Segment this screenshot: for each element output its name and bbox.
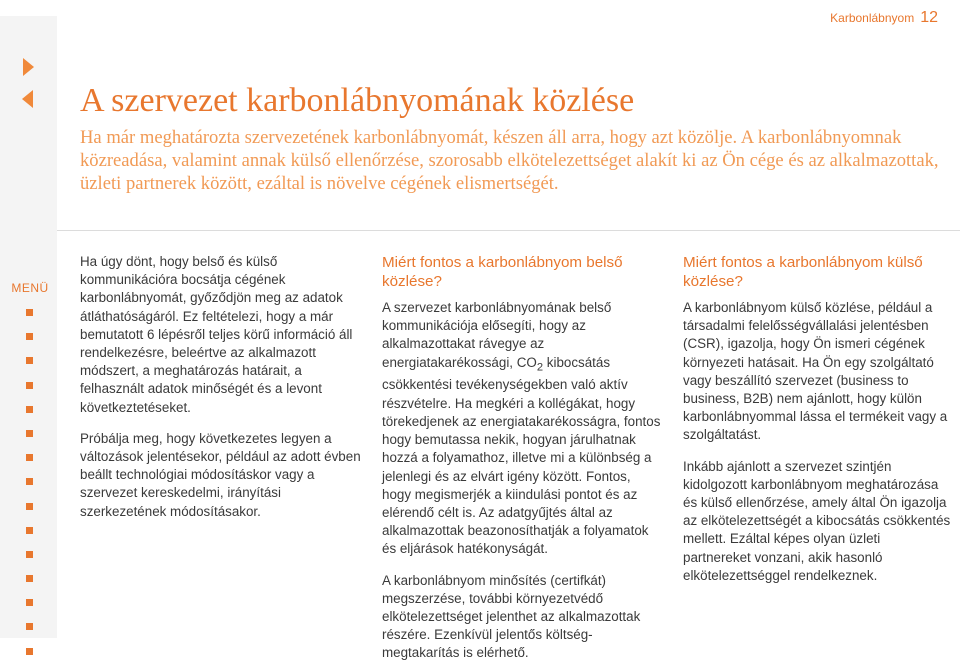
paragraph-certification: A karbonlábnyom minősítés (certifkát) megszerzése, további környezetvédő elkötelezettséget jelenthet az alkalmazottak részére. Ezenkívül jelentős költség-megtakarítás is elérhető.: [382, 572, 641, 661]
menu-button[interactable]: MENÜ: [11, 281, 49, 295]
paragraph-transparency: Ha úgy dönt, hogy belső és külső kommunikációra bocsátja cégének karbonlábnyomát, győződjön meg az adatok átláthatóságáról. Ez feltételezi, hogy a már bemutatott 6 lépésről teljes körű információ áll rendelkezésre, beleértve az alkalmazott módszert, a meghatározás határait, a felhasznált adatok minőségét és a levont következtetéseket.: [80, 254, 353, 415]
menu-item-bullet-icon[interactable]: [26, 382, 33, 389]
paragraph-organisation-level: Inkább ajánlott a szervezet szintjén kidolgozott karbonlábnyom meghatározása és külső ellenőrzése, amely által Ön igazolja az elkötelezettségét a kibocsátás csökkentés mellett. Ezáltal képes olyan üzleti partnereket vonzani, akik hasonló elkötelezettséggel rendelkeznek.: [683, 458, 951, 583]
paragraph-external-communication: A karbonlábnyom külső közlése, például a társadalmi felelősségvállalási jelentésben (CSR), igazolja, hogy Ön ismeri cégének környezeti hatásait. Ha Ön egy szolgáltató vagy beszállító szervezet (business to business, B2B) nem ajánlott, hogy külön karbonlábnyommal lássa el termékeit vagy a szolgáltatást.: [683, 300, 948, 443]
section-divider: [57, 230, 960, 231]
menu-item-bullet-icon[interactable]: [26, 357, 33, 364]
page-number: 12: [920, 9, 938, 26]
menu-item-bullet-icon[interactable]: [26, 648, 33, 655]
menu-item-bullet-icon[interactable]: [26, 623, 33, 630]
paragraph-internal-communication: [382, 299, 662, 559]
section-name: Karbonlábnyom: [830, 11, 915, 25]
menu-item-bullet-icon[interactable]: [26, 478, 33, 485]
column-middle: [382, 253, 662, 663]
paragraph-consistency: Próbálja meg, hogy következetes legyen a változások jelentésekor, például az adott évben beállt technológiai módosításkor vagy a szervezet kereskedelmi, irányítási szerkezetének módosításakor.: [80, 430, 361, 519]
column-left: [80, 253, 362, 521]
menu-item-bullet-icon[interactable]: [26, 333, 33, 340]
menu-item-bullet-icon[interactable]: [26, 527, 33, 534]
co2-subscript: 2: [536, 361, 544, 374]
menu-item-bullet-icon[interactable]: [26, 503, 33, 510]
menu-item-bullet-icon[interactable]: [26, 430, 33, 437]
page-title: A szervezet karbonlábnyomának közlése: [80, 82, 635, 119]
internal-text-after: kibocsátás csökkentési tevékenységekben való aktív részvételre. Ha megkéri a kollégákat, hogy törekedjenek az energiatakarékosságra, fontos hogy bemutassa nekik, hogyan járulhatnak hozzá a folyamathoz, illetve mi a különbség a jelenlegi és az elvárt igény között. Fontos, hogy megismerjék a kiindulási pontot és az elérendő célt is. Az adatgyűjtés által az alkalmazottak beazonosíthatják a folyamatok és eljárások hatékonyságát.: [382, 354, 661, 557]
next-page-arrow-icon[interactable]: [23, 58, 34, 76]
intro-paragraph: Ha már meghatározta szervezetének karbonlábnyomát, készen áll arra, hogy azt közölje. A karbonlábnyomnak közreadása, valamint annak külső ellenőrzése, szorosabb elkötelezettséget alakít ki az Ön cége és az alkalmazottak, üzleti partnerek között, ezáltal is növelve cégének elismertségét.: [80, 127, 939, 194]
internal-text-before: A szervezet karbonlábnyomának belső kommunikációja elősegíti, hogy az alkalmazottakat rávegye az energiatakarékossági, CO: [382, 300, 612, 370]
heading-external-communication: Miért fontos a karbonlábnyom külső közlése?: [683, 254, 923, 290]
sidebar: [0, 16, 57, 638]
page-header: [830, 9, 938, 27]
menu-bullet-list: [26, 309, 33, 672]
heading-internal-communication: Miért fontos a karbonlábnyom belső közlése?: [382, 254, 623, 290]
menu-item-bullet-icon[interactable]: [26, 406, 33, 413]
menu-item-bullet-icon[interactable]: [26, 309, 33, 316]
menu-item-bullet-icon[interactable]: [26, 599, 33, 606]
menu-item-bullet-icon[interactable]: [26, 575, 33, 582]
menu-item-bullet-icon[interactable]: [26, 454, 33, 461]
column-right: [683, 253, 951, 585]
menu-item-bullet-icon[interactable]: [26, 551, 33, 558]
previous-page-arrow-icon[interactable]: [22, 90, 33, 108]
